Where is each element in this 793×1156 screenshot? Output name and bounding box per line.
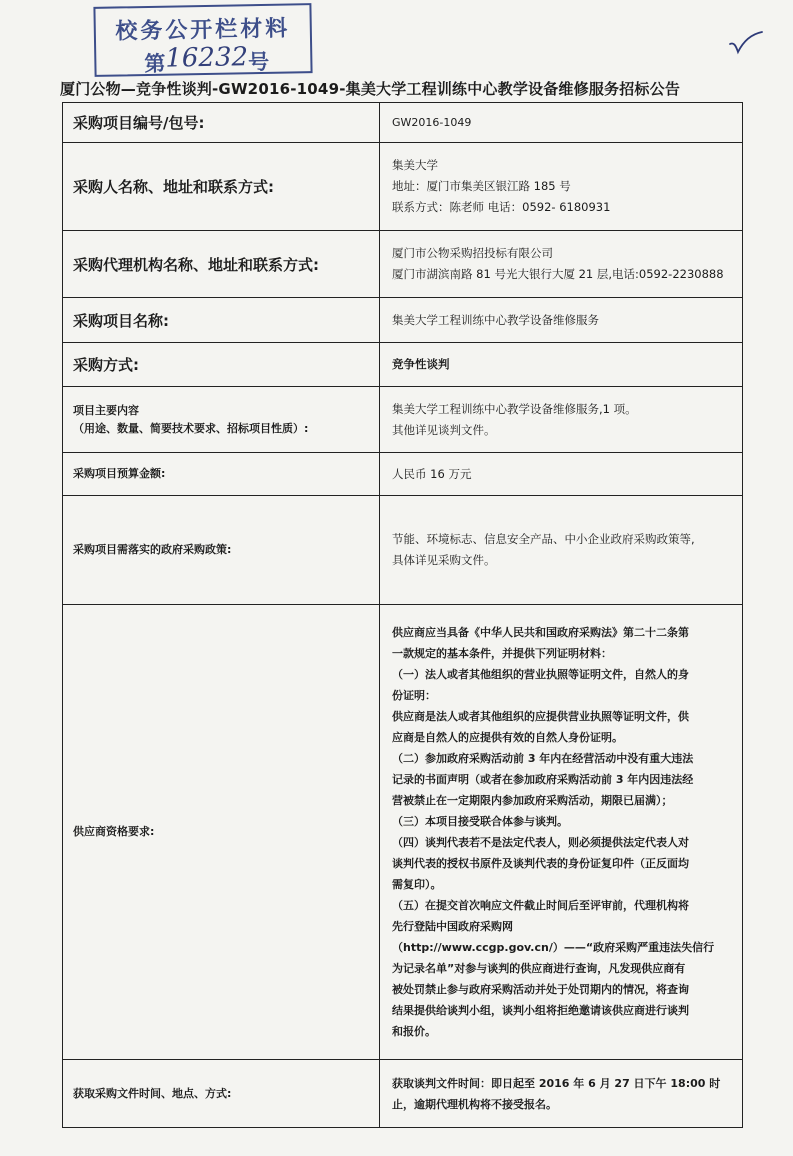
row-label: 采购代理机构名称、地址和联系方式: xyxy=(63,231,380,298)
row-label: 项目主要内容 （用途、数量、简要技术要求、招标项目性质）: xyxy=(63,387,380,453)
row-label: 供应商资格要求: xyxy=(63,605,380,1060)
table-row xyxy=(63,1060,743,1128)
row-value: 竞争性谈判 xyxy=(380,343,743,387)
document-title: 厦门公物—竞争性谈判-GW2016-1049-集美大学工程训练中心教学设备维修服务招标公告 xyxy=(60,80,681,98)
row-label: 采购方式: xyxy=(63,343,380,387)
row-label: 采购项目名称: xyxy=(63,298,380,343)
table-row xyxy=(63,103,743,143)
stamp-number-line xyxy=(144,42,270,78)
row-value: GW2016-1049 xyxy=(380,103,743,143)
row-label: 采购项目预算金额: xyxy=(63,453,380,496)
announcement-table xyxy=(62,102,743,1128)
table-row xyxy=(63,231,743,298)
row-value: 集美大学工程训练中心教学设备维修服务 xyxy=(380,298,743,343)
row-value: 集美大学工程训练中心教学设备维修服务,1 项。 其他详见谈判文件。 xyxy=(380,387,743,453)
row-value: 厦门市公物采购招投标有限公司 厦门市湖滨南路 81 号光大银行大厦 21 层,电话:0592-2230888 xyxy=(380,231,743,298)
row-label: 采购人名称、地址和联系方式: xyxy=(63,143,380,231)
row-value: 供应商应当具备《中华人民共和国政府采购法》第二十二条第 一款规定的基本条件，并提供下列证明材料： （一）法人或者其他组织的营业执照等证明文件，自然人的身 份证明： 供应商是法人或者其他组织的应提供营业执照等证明文件，供 应商是自然人的应提供有效的自然人身份证明。 （二）参加政府采购活动前 3 年内在经营活动中没有重大违法 记录的书面声明（或者在参加政府采购活动前 3 年内因违法经 营被禁止在一定期限内参加政府采购活动，期限已届满）； （三）本项目接受联合体参与谈判。 （四）谈判代表若不是法定代表人，则必须提供法定代表人对 谈判代表的授权书原件及谈判代表的身份证复印件（正反面均 需复印）。 （五）在提交首次响应文件截止时间后至评审前，代理机构将 先行登陆中国政府采购网 （http://www.ccgp.gov.cn/）——“政府采购严重违法失信行 为记录名单”对参与谈判的供应商进行查询，凡发现供应商有 被处罚禁止参与政府采购活动并处于处罚期内的情况，将查询 结果提供给谈判小组，谈判小组将拒绝邀请该供应商进行谈判 和报价。 xyxy=(380,605,743,1060)
archive-stamp xyxy=(93,3,312,77)
table-row xyxy=(63,143,743,231)
stamp-number: 16232 xyxy=(165,42,249,74)
row-value: 集美大学 地址：厦门市集美区银江路 185 号 联系方式：陈老师 电话：0592- 6180931 xyxy=(380,143,743,231)
table-row xyxy=(63,298,743,343)
row-label: 采购项目需落实的政府采购政策: xyxy=(63,496,380,605)
row-value: 节能、环境标志、信息安全产品、中小企业政府采购政策等, 具体详见采购文件。 xyxy=(380,496,743,605)
stamp-title: 校务公开栏材料 xyxy=(115,15,291,45)
table-row xyxy=(63,605,743,1060)
table-row xyxy=(63,387,743,453)
stamp-prefix: 第 xyxy=(144,50,166,77)
table-row xyxy=(63,496,743,605)
row-value: 获取谈判文件时间：即日起至 2016 年 6 月 27 日下午 18:00 时 止，逾期代理机构将不接受报名。 xyxy=(380,1060,743,1128)
row-label: 采购项目编号/包号: xyxy=(63,103,380,143)
row-label: 获取采购文件时间、地点、方式: xyxy=(63,1060,380,1128)
table-row xyxy=(63,343,743,387)
row-value: 人民币 16 万元 xyxy=(380,453,743,496)
check-mark-icon xyxy=(728,30,764,56)
table-row xyxy=(63,453,743,496)
stamp-suffix: 号 xyxy=(247,48,270,75)
